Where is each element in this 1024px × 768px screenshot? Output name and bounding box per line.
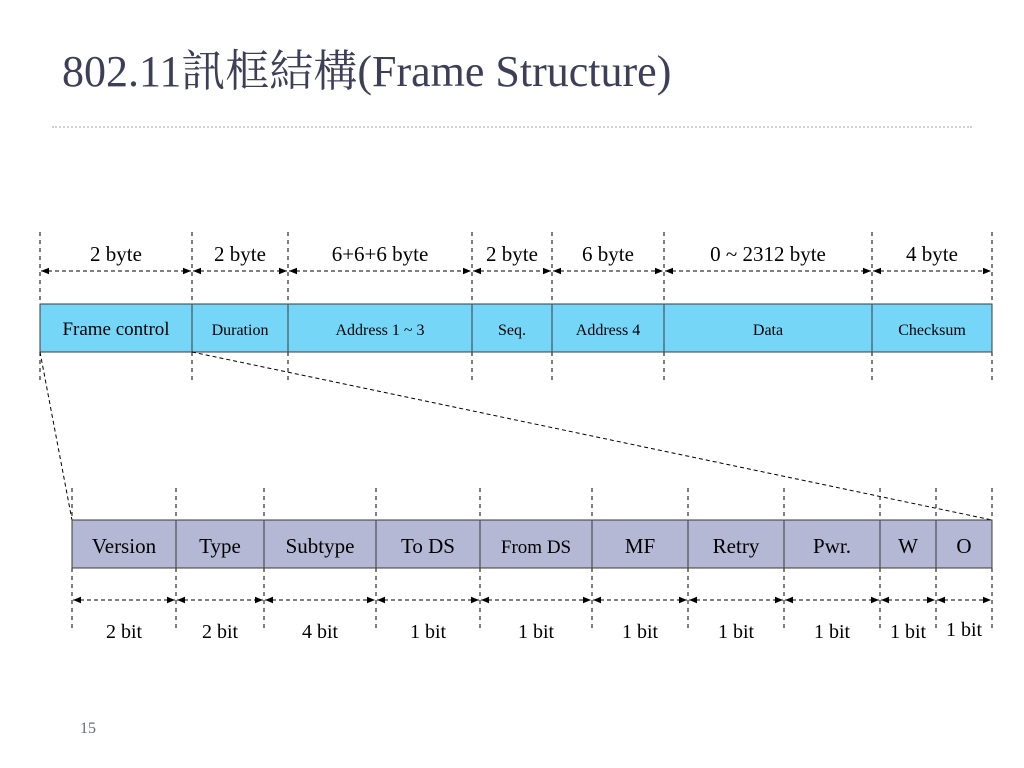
fc-field-size: 4 bit: [301, 621, 339, 643]
frame-field-label: Duration: [211, 322, 269, 339]
frame-field-label: Data: [752, 322, 784, 339]
fc-field-label: From DS: [500, 537, 572, 558]
fc-field-label: Type: [199, 534, 241, 558]
fc-field-label: Subtype: [285, 534, 355, 558]
mac-frame-row: [40, 232, 992, 384]
fc-field-size: 1 bit: [717, 621, 755, 643]
fc-field-label: MF: [624, 534, 656, 558]
fc-field-label: To DS: [401, 534, 455, 558]
zoom-connector-lines: [40, 352, 992, 520]
fc-field-size: 1 bit: [813, 621, 851, 643]
fc-field-size: 1 bit: [409, 621, 447, 643]
frame-field-size: 6 byte: [582, 242, 634, 266]
fc-field-label: O: [956, 534, 972, 558]
zoom-line-left: [40, 352, 72, 520]
frame-field-label: Frame control: [62, 319, 170, 340]
frame-field-label: Address 1 ~ 3: [335, 322, 425, 339]
frame-field-size: 2 byte: [486, 242, 538, 266]
frame-control-row: [72, 488, 992, 643]
frame-field-size: 2 byte: [214, 242, 266, 266]
frame-field-size: 6+6+6 byte: [331, 242, 429, 266]
frame-field-size: 4 byte: [906, 242, 958, 266]
fc-field-size: 1 bit: [945, 619, 983, 641]
frame-field-label: Address 4: [575, 322, 641, 339]
frame-field-label: Seq.: [498, 322, 526, 339]
slide-title: 802.11訊框結構(Frame Structure): [62, 47, 672, 96]
fc-field-size: 2 bit: [201, 621, 239, 643]
fc-field-label: Pwr.: [813, 534, 851, 558]
frame-field-size: 2 byte: [90, 242, 142, 266]
fc-field-label: Retry: [712, 534, 760, 558]
fc-field-size: 2 bit: [105, 621, 143, 643]
frame-field-label: Checksum: [898, 322, 966, 339]
fc-field-label: Version: [91, 534, 157, 558]
fc-field-size: 1 bit: [889, 621, 927, 643]
fc-field-label: W: [898, 534, 918, 558]
page-number: 15: [80, 720, 96, 737]
fc-field-size: 1 bit: [621, 621, 659, 643]
frame-field-size: 0 ~ 2312 byte: [710, 242, 826, 266]
fc-field-size: 1 bit: [517, 621, 555, 643]
